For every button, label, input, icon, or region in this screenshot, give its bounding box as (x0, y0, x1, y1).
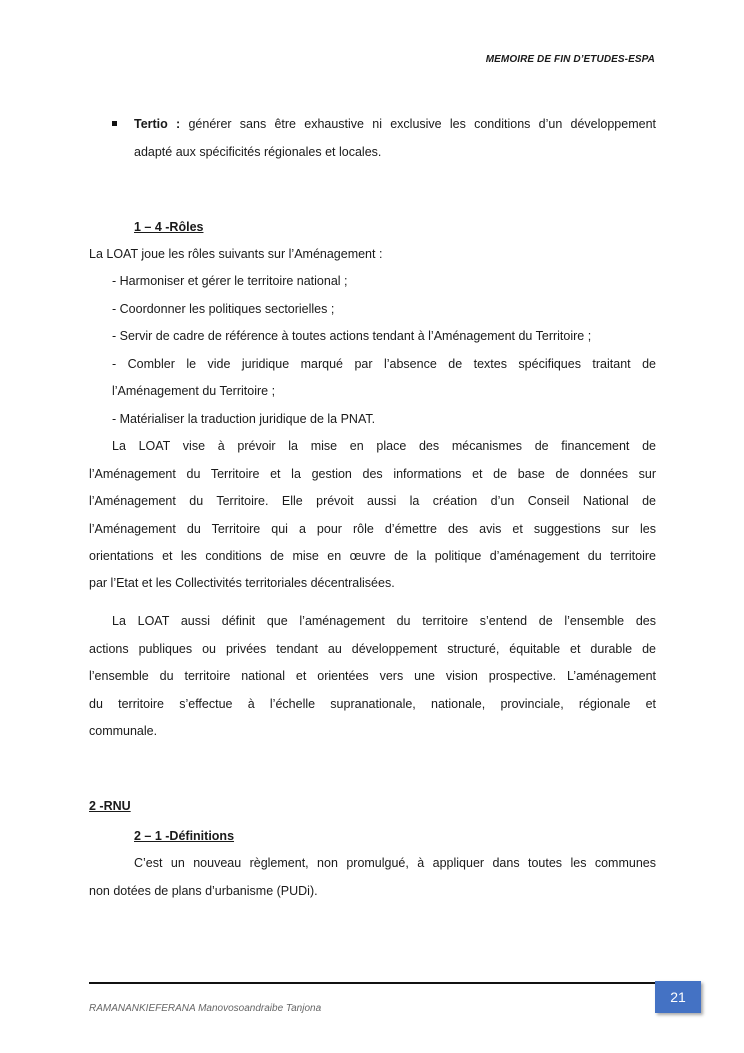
section-heading-roles: 1 – 4 -Rôles (134, 220, 204, 234)
paragraph-line-last: non dotées de plans d’urbanisme (PUDi). (89, 884, 318, 898)
bullet-label: Tertio : (134, 117, 181, 131)
paragraph-line-last: communale. (89, 724, 158, 738)
roles-item-continued: l’Aménagement du Territoire ; (112, 384, 276, 398)
roles-item: - Coordonner les politiques sectorielles ; (112, 302, 335, 316)
roles-intro: La LOAT joue les rôles suivants sur l’Aménagement : (89, 247, 383, 261)
paragraph-line: La LOAT aussi définit que l’aménagement du territoire s’entend de l’ensemble des (112, 614, 656, 628)
subsection-heading-definitions: 2 – 1 -Définitions (134, 829, 235, 843)
paragraph-line: du territoire s’effectue à l’échelle supranationale, nationale, provinciale, régionale et (89, 697, 656, 711)
paragraph-line: l’Aménagement du Territoire. Elle prévoit aussi la création d’un Conseil National de (89, 494, 656, 508)
bullet-line-1 (134, 116, 656, 132)
section-heading-rnu: 2 -RNU (89, 799, 131, 813)
paragraph-line: orientations et les conditions de mise en œuvre de la politique d’aménagement du territoire (89, 549, 656, 563)
bullet-text-1: générer sans être exhaustive ni exclusive les conditions d’un développement (188, 117, 656, 131)
paragraph-line: C’est un nouveau règlement, non promulgué, à appliquer dans toutes les communes (134, 856, 656, 870)
paragraph-line: actions publiques ou privées tendant au développement structuré, équitable et durable de (89, 642, 656, 656)
page-number-badge: 21 (655, 981, 701, 1013)
bullet-line-2: adapté aux spécificités régionales et locales. (134, 145, 382, 159)
paragraph-line-last: par l’Etat et les Collectivités territoriales décentralisées. (89, 576, 395, 590)
roles-item: - Matérialiser la traduction juridique de la PNAT. (112, 412, 376, 426)
roles-item: - Servir de cadre de référence à toutes actions tendant à l’Aménagement du Territoire ; (112, 329, 592, 343)
paragraph-line: La LOAT vise à prévoir la mise en place des mécanismes de financement de (112, 439, 656, 453)
paragraph-line: l’ensemble du territoire national et orientées vers une vision prospective. L’aménagement (89, 669, 656, 683)
page-header-title: MEMOIRE DE FIN D’ETUDES-ESPA (485, 54, 655, 65)
paragraph-line: l’Aménagement du Territoire et la gestion des informations et de base de données sur (89, 467, 656, 481)
roles-item: - Combler le vide juridique marqué par l’absence de textes spécifiques traitant de (112, 357, 656, 371)
bullet-square-icon (112, 121, 117, 126)
roles-item: - Harmoniser et gérer le territoire national ; (112, 274, 348, 288)
footer-author: RAMANANKIEFERANA Manovosoandraibe Tanjona (89, 1003, 322, 1014)
paragraph-line: l’Aménagement du Territoire qui a pour rôle d’émettre des avis et suggestions sur les (89, 522, 656, 536)
footer-divider (89, 982, 671, 984)
